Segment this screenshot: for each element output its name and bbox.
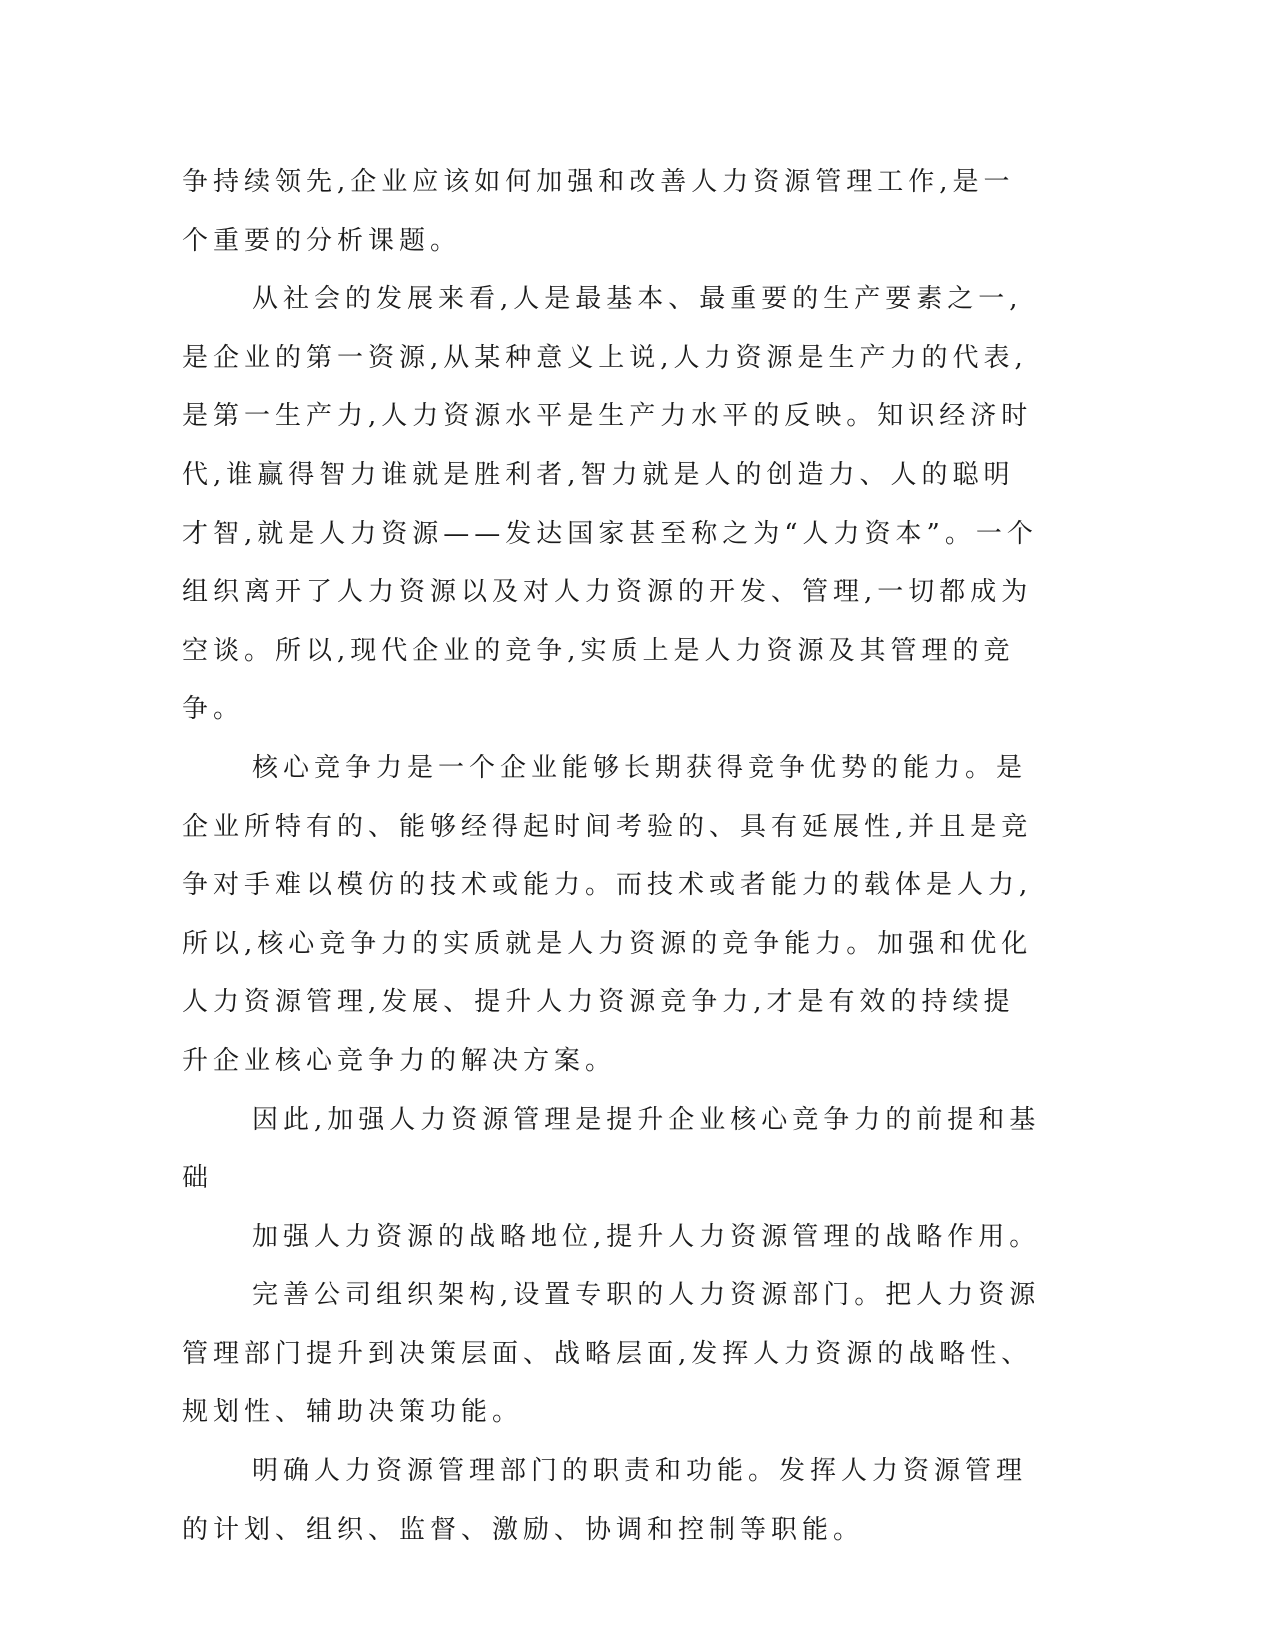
paragraph-6: 完善公司组织架构,设置专职的人力资源部门。把人力资源管理部门提升到决策层面、战略层面,发挥人力资源的战略性、规划性、辅助决策功能。 <box>182 1280 1041 1428</box>
paragraph-3: 核心竞争力是一个企业能够长期获得竞争优势的能力。是企业所特有的、能够经得起时间考验的、具有延展性,并且是竞争对手难以模仿的技术或能力。而技术或者能力的载体是人力,所以,核心竞争力的实质就是人力资源的竞争能力。加强和优化人力资源管理,发展、提升人力资源竞争力,才是有效的持续提升企业核心竞争力的解决方案。 <box>182 752 1033 1076</box>
paragraph-1: 争持续领先,企业应该如何加强和改善人力资源管理工作,是一个重要的分析课题。 <box>182 167 1015 256</box>
paragraph-2: 从社会的发展来看,人是最基本、最重要的生产要素之一,是企业的第一资源,从某种意义上说,人力资源是生产力的代表,是第一生产力,人力资源水平是生产力水平的反映。知识经济时代,谁赢得智力谁就是胜利者,智力就是人的创造力、人的聪明才智,就是人力资源——发达国家甚至称之为“人力资本”。一个组织离开了人力资源以及对人力资源的开发、管理,一切都成为空谈。所以,现代企业的竞争,实质上是人力资源及其管理的竞争。 <box>182 284 1038 725</box>
paragraph-4: 因此,加强人力资源管理是提升企业核心竞争力的前提和基础 <box>182 1104 1041 1194</box>
document-body <box>182 153 1042 1559</box>
paragraph-5: 加强人力资源的战略地位,提升人力资源管理的战略作用。 <box>252 1221 1041 1252</box>
paragraph-7: 明确人力资源管理部门的职责和功能。发挥人力资源管理的计划、组织、监督、激励、协调和控制等职能。 <box>182 1456 1028 1545</box>
